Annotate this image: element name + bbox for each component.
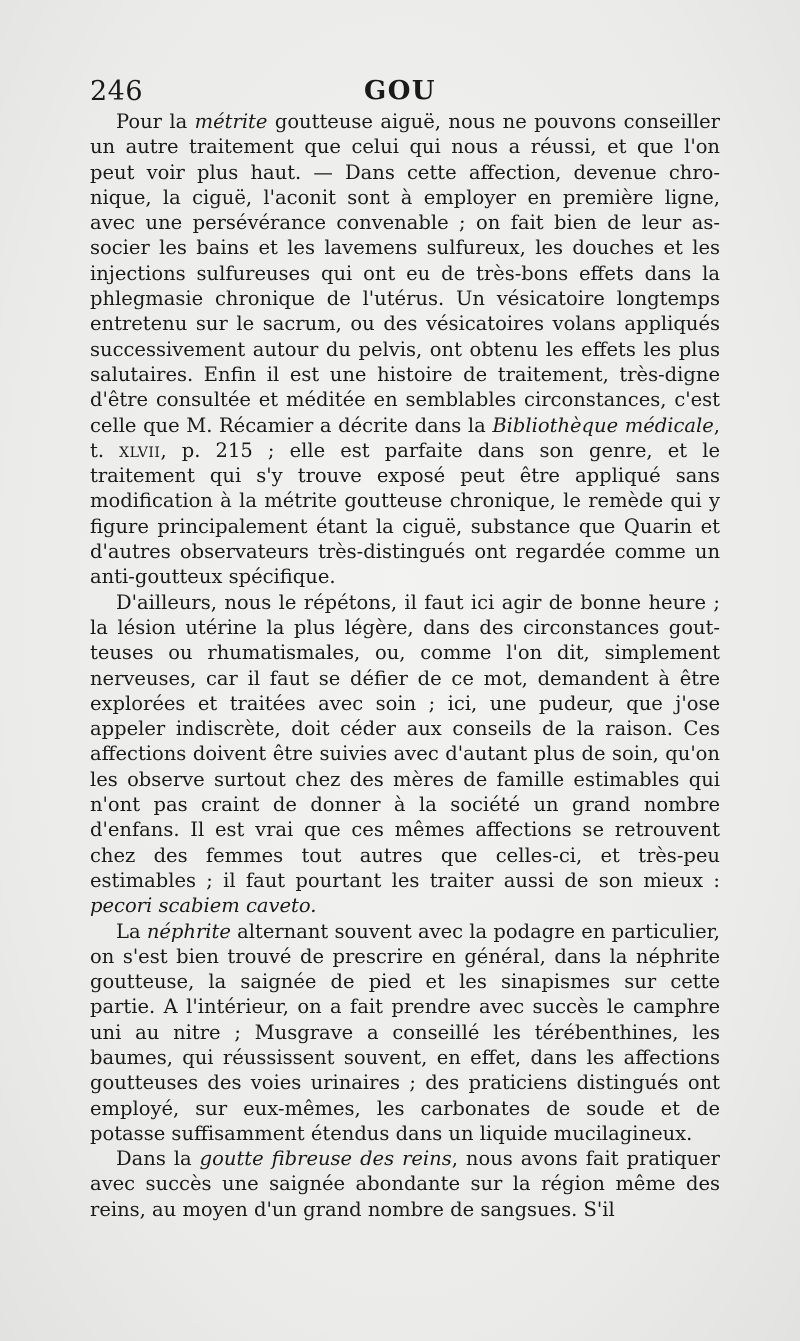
italic-run: pecori scabiem caveto. bbox=[90, 894, 317, 918]
text-run: , p. 215 ; elle est parfaite dans son genre, et le traitement qui s'y trouve exposé peut être appliqué sans modification à la métrite goutteuse chronique, le remède qui y figure principalement étant la ciguë, substance que Quarin et d'autres observateurs très-distingués ont regardée comme un anti-goutteux spécifique. bbox=[90, 438, 720, 589]
italic-run: goutte fibreuse des reins bbox=[199, 1147, 452, 1171]
smallcaps-run: xlvii bbox=[119, 438, 161, 462]
running-head: GOU bbox=[363, 76, 437, 106]
text-run: D'ailleurs, nous le répétons, il faut ici agir de bonne heure ; la lésion utérine la plus légère, dans des circonstances goutteuses ou rhumatismales, ou, comme l'on dit, simplement nerveuses, car il faut se défier de ce mot, demandent à être explorées et traitées avec soin ; ici, une pudeur, que j'ose appeler indiscrète, doit céder aux conseils de la raison. Ces affections doivent être suivies avec d'autant plus de soin, qu'on les observe surtout chez des mères de famille estimables qui n'ont pas craint de donner à la société un grand nombre d'enfans. Il est vrai que ces mêmes affections se retrouvent chez des femmes tout autres que celles-ci, et très-peu estimables ; il faut pourtant les traiter aussi de son mieux : bbox=[90, 590, 720, 892]
paragraph-nephrite bbox=[90, 919, 720, 1147]
italic-run: métrite bbox=[194, 110, 268, 133]
paragraph-goutte-fibreuse bbox=[90, 1146, 720, 1222]
page-number: 246 bbox=[90, 76, 144, 107]
italic-run: néphrite bbox=[146, 919, 231, 943]
text-run: alternant souvent avec la podagre en particulier, on s'est bien trouvé de prescrire en général, dans la néphrite goutteuse, la saignée de pied et les sinapismes sur cette partie. A l'intérieur, on a fait prendre avec succès le camphre uni au nitre ; Musgrave a conseillé les térébenthines, les baumes, qui réussissent souvent, en effet, dans les affections goutteuses des voies urinaires ; des praticiens distingués ont employé, sur eux-mêmes, les carbonates de soude et de potasse suffisamment étendus dans un liquide mucilagineux. bbox=[90, 919, 720, 1145]
text-run: , nous avons fait pratiquer avec succès une saignée abondante sur la région même des reins, au moyen d'un grand nombre de sangsues. S'il bbox=[90, 1147, 720, 1221]
body-text bbox=[90, 109, 720, 1222]
text-run: goutteuse aiguë, nous ne pouvons conseiller un autre traitement que celui qui nous a réussi, et que l'on peut voir plus haut. — Dans cette affection, devenue chronique, la ciguë, l'aconit sont à employer en première ligne, avec une persévérance convenable ; on fait bien de leur associer les bains et les lavemens sulfureux, les douches et les injections sulfureuses qui ont eu de très-bons effets dans la phlegmasie chronique de l'utérus. Un vésicatoire longtemps entretenu sur le sacrum, ou des vésicatoires volans appliqués successivement autour du pelvis, ont obtenu les effets les plus salutaires. Enfin il est une histoire de traitement, très-digne d'être consultée et méditée en semblables circonstances, c'est celle que M. Récamier a décrite dans la bbox=[90, 110, 720, 437]
italic-run: Bibliothèque médicale bbox=[492, 413, 714, 437]
show-through-bleed bbox=[80, 1235, 720, 1325]
paragraph-lesion-uterine bbox=[90, 590, 720, 919]
text-run: , t. bbox=[90, 413, 720, 462]
page-header bbox=[90, 76, 710, 112]
paragraph-metrite bbox=[90, 109, 720, 590]
text-run: Dans la bbox=[116, 1147, 200, 1171]
text-run: La bbox=[116, 919, 147, 943]
text-run: Pour la bbox=[116, 110, 195, 133]
